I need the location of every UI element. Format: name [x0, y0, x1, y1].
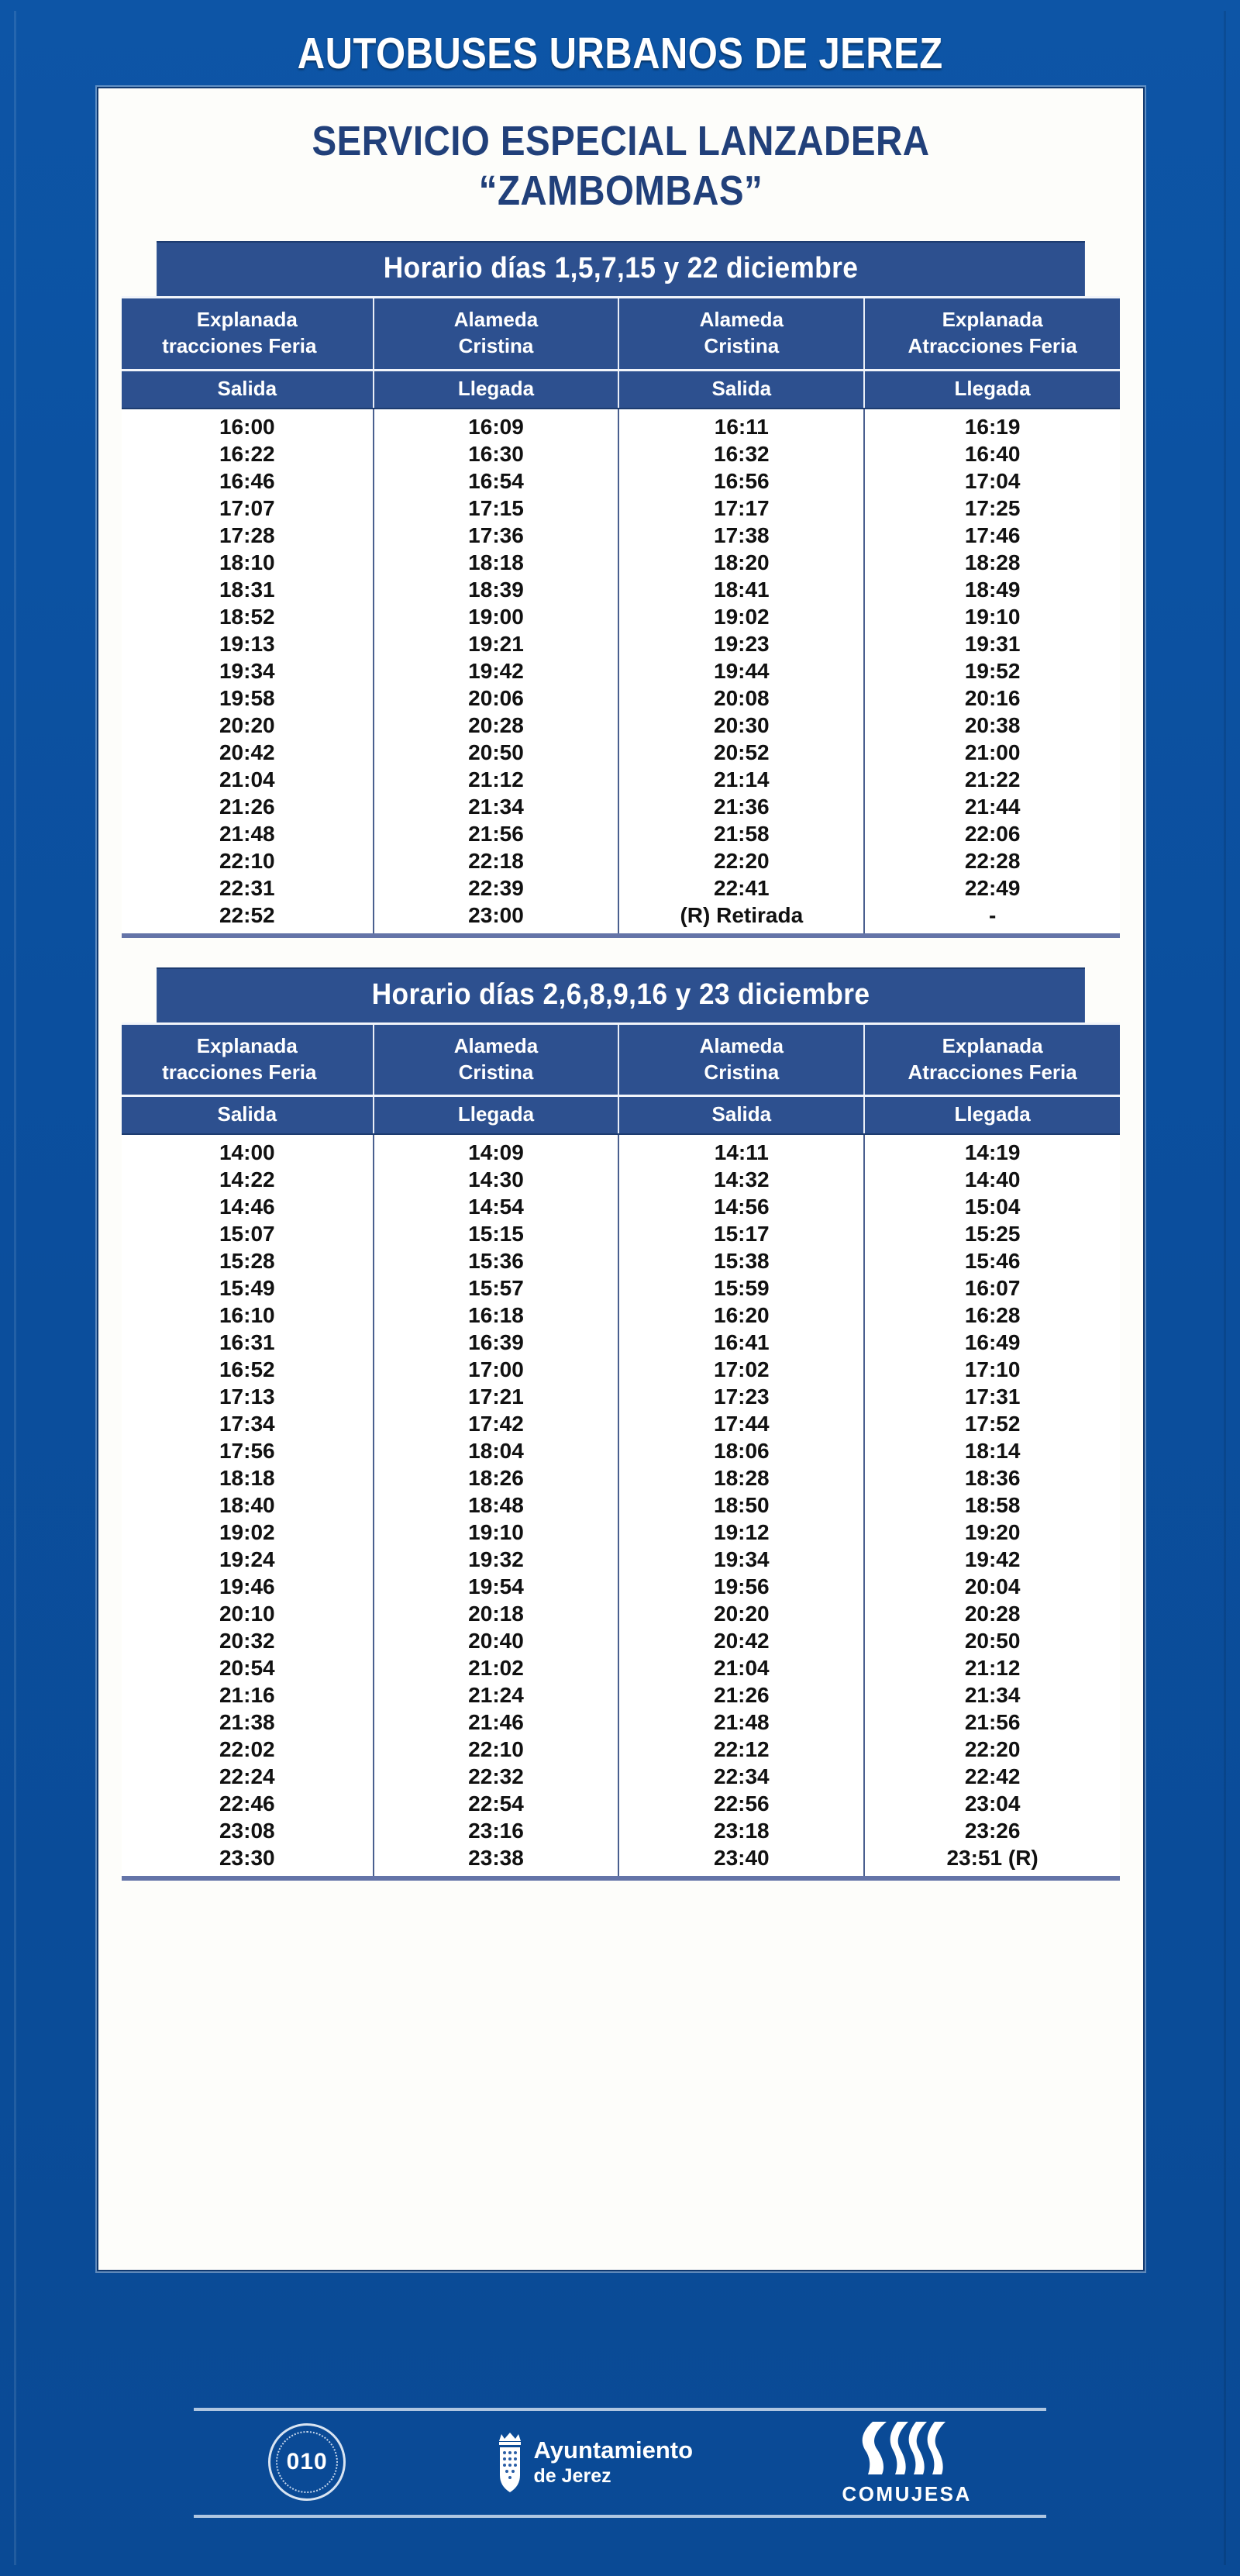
table-row [122, 1709, 1120, 1736]
stop-header-4-line-2: Atracciones Feria [908, 1060, 1077, 1084]
time-cell: 16:22 [122, 441, 374, 468]
time-cell: 15:36 [374, 1248, 619, 1275]
stop-header-row [122, 297, 1120, 370]
time-cell: 22:54 [374, 1791, 619, 1818]
time-cell: 16:46 [122, 468, 374, 495]
time-cell: 19:34 [618, 1547, 864, 1574]
direction-header-row [122, 1096, 1120, 1135]
time-cell: 19:42 [374, 658, 619, 685]
schedule-2 [122, 967, 1120, 1881]
time-cell: 21:22 [864, 767, 1120, 794]
time-cell: 18:36 [864, 1465, 1120, 1492]
time-cell: 14:00 [122, 1134, 374, 1167]
time-cell: 21:02 [374, 1655, 619, 1682]
time-cell: 20:10 [122, 1601, 374, 1628]
time-cell: 19:34 [122, 658, 374, 685]
comujesa-waves-icon [860, 2419, 953, 2478]
time-cell: 15:38 [618, 1248, 864, 1275]
time-cell: 21:24 [374, 1682, 619, 1709]
top-banner [0, 28, 1240, 79]
table-row [122, 1465, 1120, 1492]
time-cell: 20:18 [374, 1601, 619, 1628]
time-cell: 21:34 [374, 794, 619, 821]
time-cell: 17:42 [374, 1411, 619, 1438]
time-cell: 17:52 [864, 1411, 1120, 1438]
direction-header-2: Llegada [374, 1096, 619, 1135]
time-cell: 19:20 [864, 1519, 1120, 1547]
stop-header-1-line-2: tracciones Feria [162, 1060, 317, 1084]
schedules-container [98, 241, 1143, 1881]
time-cell: 19:32 [374, 1547, 619, 1574]
table-row [122, 848, 1120, 875]
time-cell: 20:28 [864, 1601, 1120, 1628]
time-cell: 23:08 [122, 1818, 374, 1845]
stop-header-3-line-2: Cristina [704, 334, 780, 358]
time-cell: 16:11 [618, 409, 864, 441]
time-cell: 16:19 [864, 409, 1120, 441]
time-cell: 21:48 [618, 1709, 864, 1736]
time-cell: 14:30 [374, 1167, 619, 1194]
time-cell: 22:32 [374, 1764, 619, 1791]
time-cell: 17:56 [122, 1438, 374, 1465]
time-cell: 19:21 [374, 631, 619, 658]
time-cell: 22:10 [374, 1736, 619, 1764]
time-cell: 22:20 [618, 848, 864, 875]
time-cell: 18:06 [618, 1438, 864, 1465]
table-row [122, 1574, 1120, 1601]
time-cell: 14:09 [374, 1134, 619, 1167]
time-cell: 15:07 [122, 1221, 374, 1248]
time-cell: 18:58 [864, 1492, 1120, 1519]
time-cell: 20:40 [374, 1628, 619, 1655]
table-row [122, 1655, 1120, 1682]
time-cell: 20:52 [618, 740, 864, 767]
time-cell: 21:44 [864, 794, 1120, 821]
table-row [122, 1682, 1120, 1709]
time-cell: 17:04 [864, 468, 1120, 495]
table-row [122, 1736, 1120, 1764]
time-cell: 19:42 [864, 1547, 1120, 1574]
time-cell: - [864, 902, 1120, 935]
direction-header-4: Llegada [864, 370, 1120, 409]
time-cell: 23:51 (R) [864, 1845, 1120, 1878]
time-cell: 23:00 [374, 902, 619, 935]
schedule-card [97, 87, 1145, 2271]
direction-header-row [122, 370, 1120, 409]
time-cell: 15:28 [122, 1248, 374, 1275]
time-cell: 20:04 [864, 1574, 1120, 1601]
table-row [122, 550, 1120, 577]
time-cell: 22:10 [122, 848, 374, 875]
time-cell: 23:40 [618, 1845, 864, 1878]
time-cell: 16:41 [618, 1329, 864, 1357]
table-row [122, 685, 1120, 712]
table-row [122, 1845, 1120, 1878]
stop-header-3-line-1: Alameda [699, 307, 784, 331]
table-row [122, 441, 1120, 468]
time-cell: 22:41 [618, 875, 864, 902]
direction-header-3: Salida [618, 370, 864, 409]
stop-header-4 [864, 297, 1120, 370]
time-cell: 17:00 [374, 1357, 619, 1384]
time-cell: 18:49 [864, 577, 1120, 604]
stop-header-1 [122, 1023, 374, 1096]
time-cell: 22:52 [122, 902, 374, 935]
table-row [122, 821, 1120, 848]
time-cell: 15:57 [374, 1275, 619, 1302]
time-cell: 19:54 [374, 1574, 619, 1601]
table-row [122, 1492, 1120, 1519]
table-row [122, 740, 1120, 767]
time-cell: 20:16 [864, 685, 1120, 712]
table-row [122, 767, 1120, 794]
stop-header-4 [864, 1023, 1120, 1096]
time-cell: 17:28 [122, 522, 374, 550]
table-row [122, 1167, 1120, 1194]
time-cell: 16:18 [374, 1302, 619, 1329]
table-row [122, 468, 1120, 495]
time-cell: 21:58 [618, 821, 864, 848]
time-cell: 18:40 [122, 1492, 374, 1519]
time-cell: 18:52 [122, 604, 374, 631]
schedule-1-table [122, 296, 1120, 936]
time-cell: 16:49 [864, 1329, 1120, 1357]
time-cell: 16:40 [864, 441, 1120, 468]
headline-line-1: SERVICIO ESPECIAL LANZADERA [312, 118, 930, 164]
time-cell: 22:06 [864, 821, 1120, 848]
time-cell: 18:28 [618, 1465, 864, 1492]
time-cell: 19:56 [618, 1574, 864, 1601]
direction-header-1: Salida [122, 1096, 374, 1135]
time-cell: 16:54 [374, 468, 619, 495]
time-cell: 21:04 [122, 767, 374, 794]
time-cell: 18:26 [374, 1465, 619, 1492]
footer-rule-top [194, 2408, 1046, 2411]
time-cell: 17:44 [618, 1411, 864, 1438]
ayuntamiento-de-jerez-logo [495, 2429, 694, 2495]
time-cell: 20:32 [122, 1628, 374, 1655]
time-cell: 16:20 [618, 1302, 864, 1329]
time-cell: 14:54 [374, 1194, 619, 1221]
stop-header-1-line-1: Explanada [196, 307, 298, 331]
time-cell: 17:13 [122, 1384, 374, 1411]
time-cell: 22:56 [618, 1791, 864, 1818]
direction-header-3: Salida [618, 1096, 864, 1135]
table-row [122, 1547, 1120, 1574]
table-row [122, 1628, 1120, 1655]
time-cell: 17:31 [864, 1384, 1120, 1411]
stop-header-3-line-2: Cristina [704, 1060, 780, 1084]
time-cell: 21:34 [864, 1682, 1120, 1709]
time-cell: 19:24 [122, 1547, 374, 1574]
time-cell: 22:34 [618, 1764, 864, 1791]
time-cell: 22:28 [864, 848, 1120, 875]
comujesa-logo [842, 2419, 971, 2506]
time-cell: 23:18 [618, 1818, 864, 1845]
time-cell: 18:48 [374, 1492, 619, 1519]
table-row [122, 577, 1120, 604]
schedule-1 [122, 241, 1120, 938]
time-cell: 21:36 [618, 794, 864, 821]
stop-header-4-line-1: Explanada [942, 307, 1043, 331]
time-cell: 17:15 [374, 495, 619, 522]
time-cell: 16:39 [374, 1329, 619, 1357]
stop-header-1 [122, 297, 374, 370]
time-cell: 21:12 [374, 767, 619, 794]
time-cell: 15:17 [618, 1221, 864, 1248]
time-cell: 21:26 [618, 1682, 864, 1709]
time-cell: 17:21 [374, 1384, 619, 1411]
time-cell: 21:56 [864, 1709, 1120, 1736]
table-row [122, 1791, 1120, 1818]
time-cell: 21:46 [374, 1709, 619, 1736]
stop-header-2-line-1: Alameda [453, 307, 539, 331]
time-cell: 18:04 [374, 1438, 619, 1465]
time-cell: 16:10 [122, 1302, 374, 1329]
time-cell: 20:20 [122, 712, 374, 740]
time-cell: 21:14 [618, 767, 864, 794]
stop-header-2 [374, 297, 619, 370]
direction-header-1: Salida [122, 370, 374, 409]
time-cell: 21:38 [122, 1709, 374, 1736]
time-cell: 16:32 [618, 441, 864, 468]
stop-header-2-line-2: Cristina [458, 334, 534, 358]
crown-shield-icon [495, 2429, 525, 2495]
time-cell: 21:12 [864, 1655, 1120, 1682]
time-cell: 17:17 [618, 495, 864, 522]
stop-header-4-line-2: Atracciones Feria [908, 334, 1077, 358]
time-cell: 18:14 [864, 1438, 1120, 1465]
time-cell: 20:54 [122, 1655, 374, 1682]
time-cell: 17:23 [618, 1384, 864, 1411]
time-cell: 15:46 [864, 1248, 1120, 1275]
time-cell: 21:48 [122, 821, 374, 848]
time-cell: 17:34 [122, 1411, 374, 1438]
time-cell: 23:30 [122, 1845, 374, 1878]
time-cell: 18:39 [374, 577, 619, 604]
table-row [122, 1275, 1120, 1302]
time-cell: 20:20 [618, 1601, 864, 1628]
time-cell: 22:18 [374, 848, 619, 875]
schedule-1-bottom-rule [122, 935, 1120, 938]
stop-header-3-line-1: Alameda [699, 1033, 784, 1057]
time-cell: 17:10 [864, 1357, 1120, 1384]
table-row [122, 1818, 1120, 1845]
table-row [122, 1601, 1120, 1628]
time-cell: 15:49 [122, 1275, 374, 1302]
time-cell: 21:04 [618, 1655, 864, 1682]
direction-header-4: Llegada [864, 1096, 1120, 1135]
table-row [122, 1302, 1120, 1329]
table-row [122, 1329, 1120, 1357]
time-cell: 19:12 [618, 1519, 864, 1547]
time-cell: 22:49 [864, 875, 1120, 902]
time-cell: 16:09 [374, 409, 619, 441]
schedule-1-body [122, 409, 1120, 935]
time-cell: 14:40 [864, 1167, 1120, 1194]
time-cell: 22:20 [864, 1736, 1120, 1764]
headline [98, 88, 1143, 215]
time-cell: 17:46 [864, 522, 1120, 550]
time-cell: 21:00 [864, 740, 1120, 767]
table-row [122, 604, 1120, 631]
time-cell: 19:13 [122, 631, 374, 658]
stop-header-2-line-1: Alameda [453, 1033, 539, 1057]
time-cell: 18:18 [122, 1465, 374, 1492]
time-cell: 16:28 [864, 1302, 1120, 1329]
table-row [122, 1438, 1120, 1465]
time-cell: 22:12 [618, 1736, 864, 1764]
time-cell: 19:02 [618, 604, 864, 631]
time-cell: 22:02 [122, 1736, 374, 1764]
schedule-2-table [122, 1022, 1120, 1880]
schedule-1-title: Horario días 1,5,7,15 y 22 diciembre [157, 241, 1085, 296]
table-row [122, 1357, 1120, 1384]
stop-header-row [122, 1023, 1120, 1096]
table-row [122, 902, 1120, 935]
time-cell: 19:58 [122, 685, 374, 712]
time-cell: 21:16 [122, 1682, 374, 1709]
comujesa-text: COMUJESA [842, 2481, 972, 2505]
time-cell: 19:46 [122, 1574, 374, 1601]
table-row [122, 658, 1120, 685]
time-cell: 16:56 [618, 468, 864, 495]
table-row [122, 1248, 1120, 1275]
time-cell: 17:36 [374, 522, 619, 550]
time-cell: 19:10 [374, 1519, 619, 1547]
table-row [122, 712, 1120, 740]
table-row [122, 1194, 1120, 1221]
time-cell: 20:30 [618, 712, 864, 740]
footer-logos [194, 2419, 1046, 2505]
time-cell: 15:59 [618, 1275, 864, 1302]
ayuntamiento-line-1: Ayuntamiento [533, 2436, 694, 2464]
schedule-2-body [122, 1134, 1120, 1878]
010-seal-logo [268, 2423, 346, 2501]
time-cell: 20:42 [122, 740, 374, 767]
time-cell: 22:42 [864, 1764, 1120, 1791]
time-cell: 22:46 [122, 1791, 374, 1818]
time-cell: 22:31 [122, 875, 374, 902]
stop-header-2-line-2: Cristina [458, 1060, 534, 1084]
time-cell: 16:07 [864, 1275, 1120, 1302]
ayuntamiento-text [534, 2436, 694, 2488]
time-cell: 21:56 [374, 821, 619, 848]
010-seal-text: 010 [286, 2449, 328, 2474]
time-cell: 20:38 [864, 712, 1120, 740]
time-cell: 16:52 [122, 1357, 374, 1384]
table-row [122, 1411, 1120, 1438]
time-cell: (R) Retirada [618, 902, 864, 935]
time-cell: 17:07 [122, 495, 374, 522]
time-cell: 17:25 [864, 495, 1120, 522]
time-cell: 19:23 [618, 631, 864, 658]
time-cell: 18:28 [864, 550, 1120, 577]
table-row [122, 631, 1120, 658]
stop-header-1-line-2: tracciones Feria [162, 334, 317, 358]
time-cell: 21:26 [122, 794, 374, 821]
time-cell: 14:56 [618, 1194, 864, 1221]
time-cell: 16:30 [374, 441, 619, 468]
table-row [122, 522, 1120, 550]
time-cell: 14:19 [864, 1134, 1120, 1167]
time-cell: 23:16 [374, 1818, 619, 1845]
seal-icon [268, 2423, 346, 2501]
direction-header-2: Llegada [374, 370, 619, 409]
footer [0, 2295, 1240, 2576]
time-cell: 16:00 [122, 409, 374, 441]
time-cell: 19:02 [122, 1519, 374, 1547]
time-cell: 16:31 [122, 1329, 374, 1357]
time-cell: 18:10 [122, 550, 374, 577]
stop-header-1-line-1: Explanada [196, 1033, 298, 1057]
headline-line-2: “ZAMBOMBAS” [478, 167, 763, 215]
schedule-2-bottom-rule [122, 1878, 1120, 1881]
table-row [122, 1134, 1120, 1167]
table-row [122, 495, 1120, 522]
ayuntamiento-line-2: de Jerez [533, 2464, 611, 2487]
table-row [122, 1764, 1120, 1791]
time-cell: 23:26 [864, 1818, 1120, 1845]
time-cell: 19:44 [618, 658, 864, 685]
stop-header-4-line-1: Explanada [942, 1033, 1043, 1057]
time-cell: 18:18 [374, 550, 619, 577]
time-cell: 23:38 [374, 1845, 619, 1878]
time-cell: 18:50 [618, 1492, 864, 1519]
schedule-2-title: Horario días 2,6,8,9,16 y 23 diciembre [157, 967, 1085, 1022]
time-cell: 18:41 [618, 577, 864, 604]
time-cell: 22:39 [374, 875, 619, 902]
time-cell: 20:50 [864, 1628, 1120, 1655]
table-row [122, 1519, 1120, 1547]
time-cell: 17:38 [618, 522, 864, 550]
time-cell: 14:22 [122, 1167, 374, 1194]
time-cell: 14:11 [618, 1134, 864, 1167]
time-cell: 18:20 [618, 550, 864, 577]
table-row [122, 875, 1120, 902]
time-cell: 18:31 [122, 577, 374, 604]
table-row [122, 1384, 1120, 1411]
time-cell: 22:24 [122, 1764, 374, 1791]
time-cell: 20:42 [618, 1628, 864, 1655]
stop-header-3 [618, 1023, 864, 1096]
time-cell: 15:04 [864, 1194, 1120, 1221]
stop-header-3 [618, 297, 864, 370]
time-cell: 14:32 [618, 1167, 864, 1194]
time-cell: 19:31 [864, 631, 1120, 658]
time-cell: 20:50 [374, 740, 619, 767]
time-cell: 15:25 [864, 1221, 1120, 1248]
table-row [122, 1221, 1120, 1248]
table-row [122, 409, 1120, 441]
footer-rule-bottom [194, 2515, 1046, 2518]
stop-header-2 [374, 1023, 619, 1096]
time-cell: 20:08 [618, 685, 864, 712]
time-cell: 17:02 [618, 1357, 864, 1384]
time-cell: 15:15 [374, 1221, 619, 1248]
time-cell: 23:04 [864, 1791, 1120, 1818]
time-cell: 20:06 [374, 685, 619, 712]
time-cell: 19:52 [864, 658, 1120, 685]
time-cell: 19:10 [864, 604, 1120, 631]
time-cell: 19:00 [374, 604, 619, 631]
table-row [122, 794, 1120, 821]
banner-title: AUTOBUSES URBANOS DE JEREZ [297, 29, 943, 78]
time-cell: 20:28 [374, 712, 619, 740]
time-cell: 14:46 [122, 1194, 374, 1221]
